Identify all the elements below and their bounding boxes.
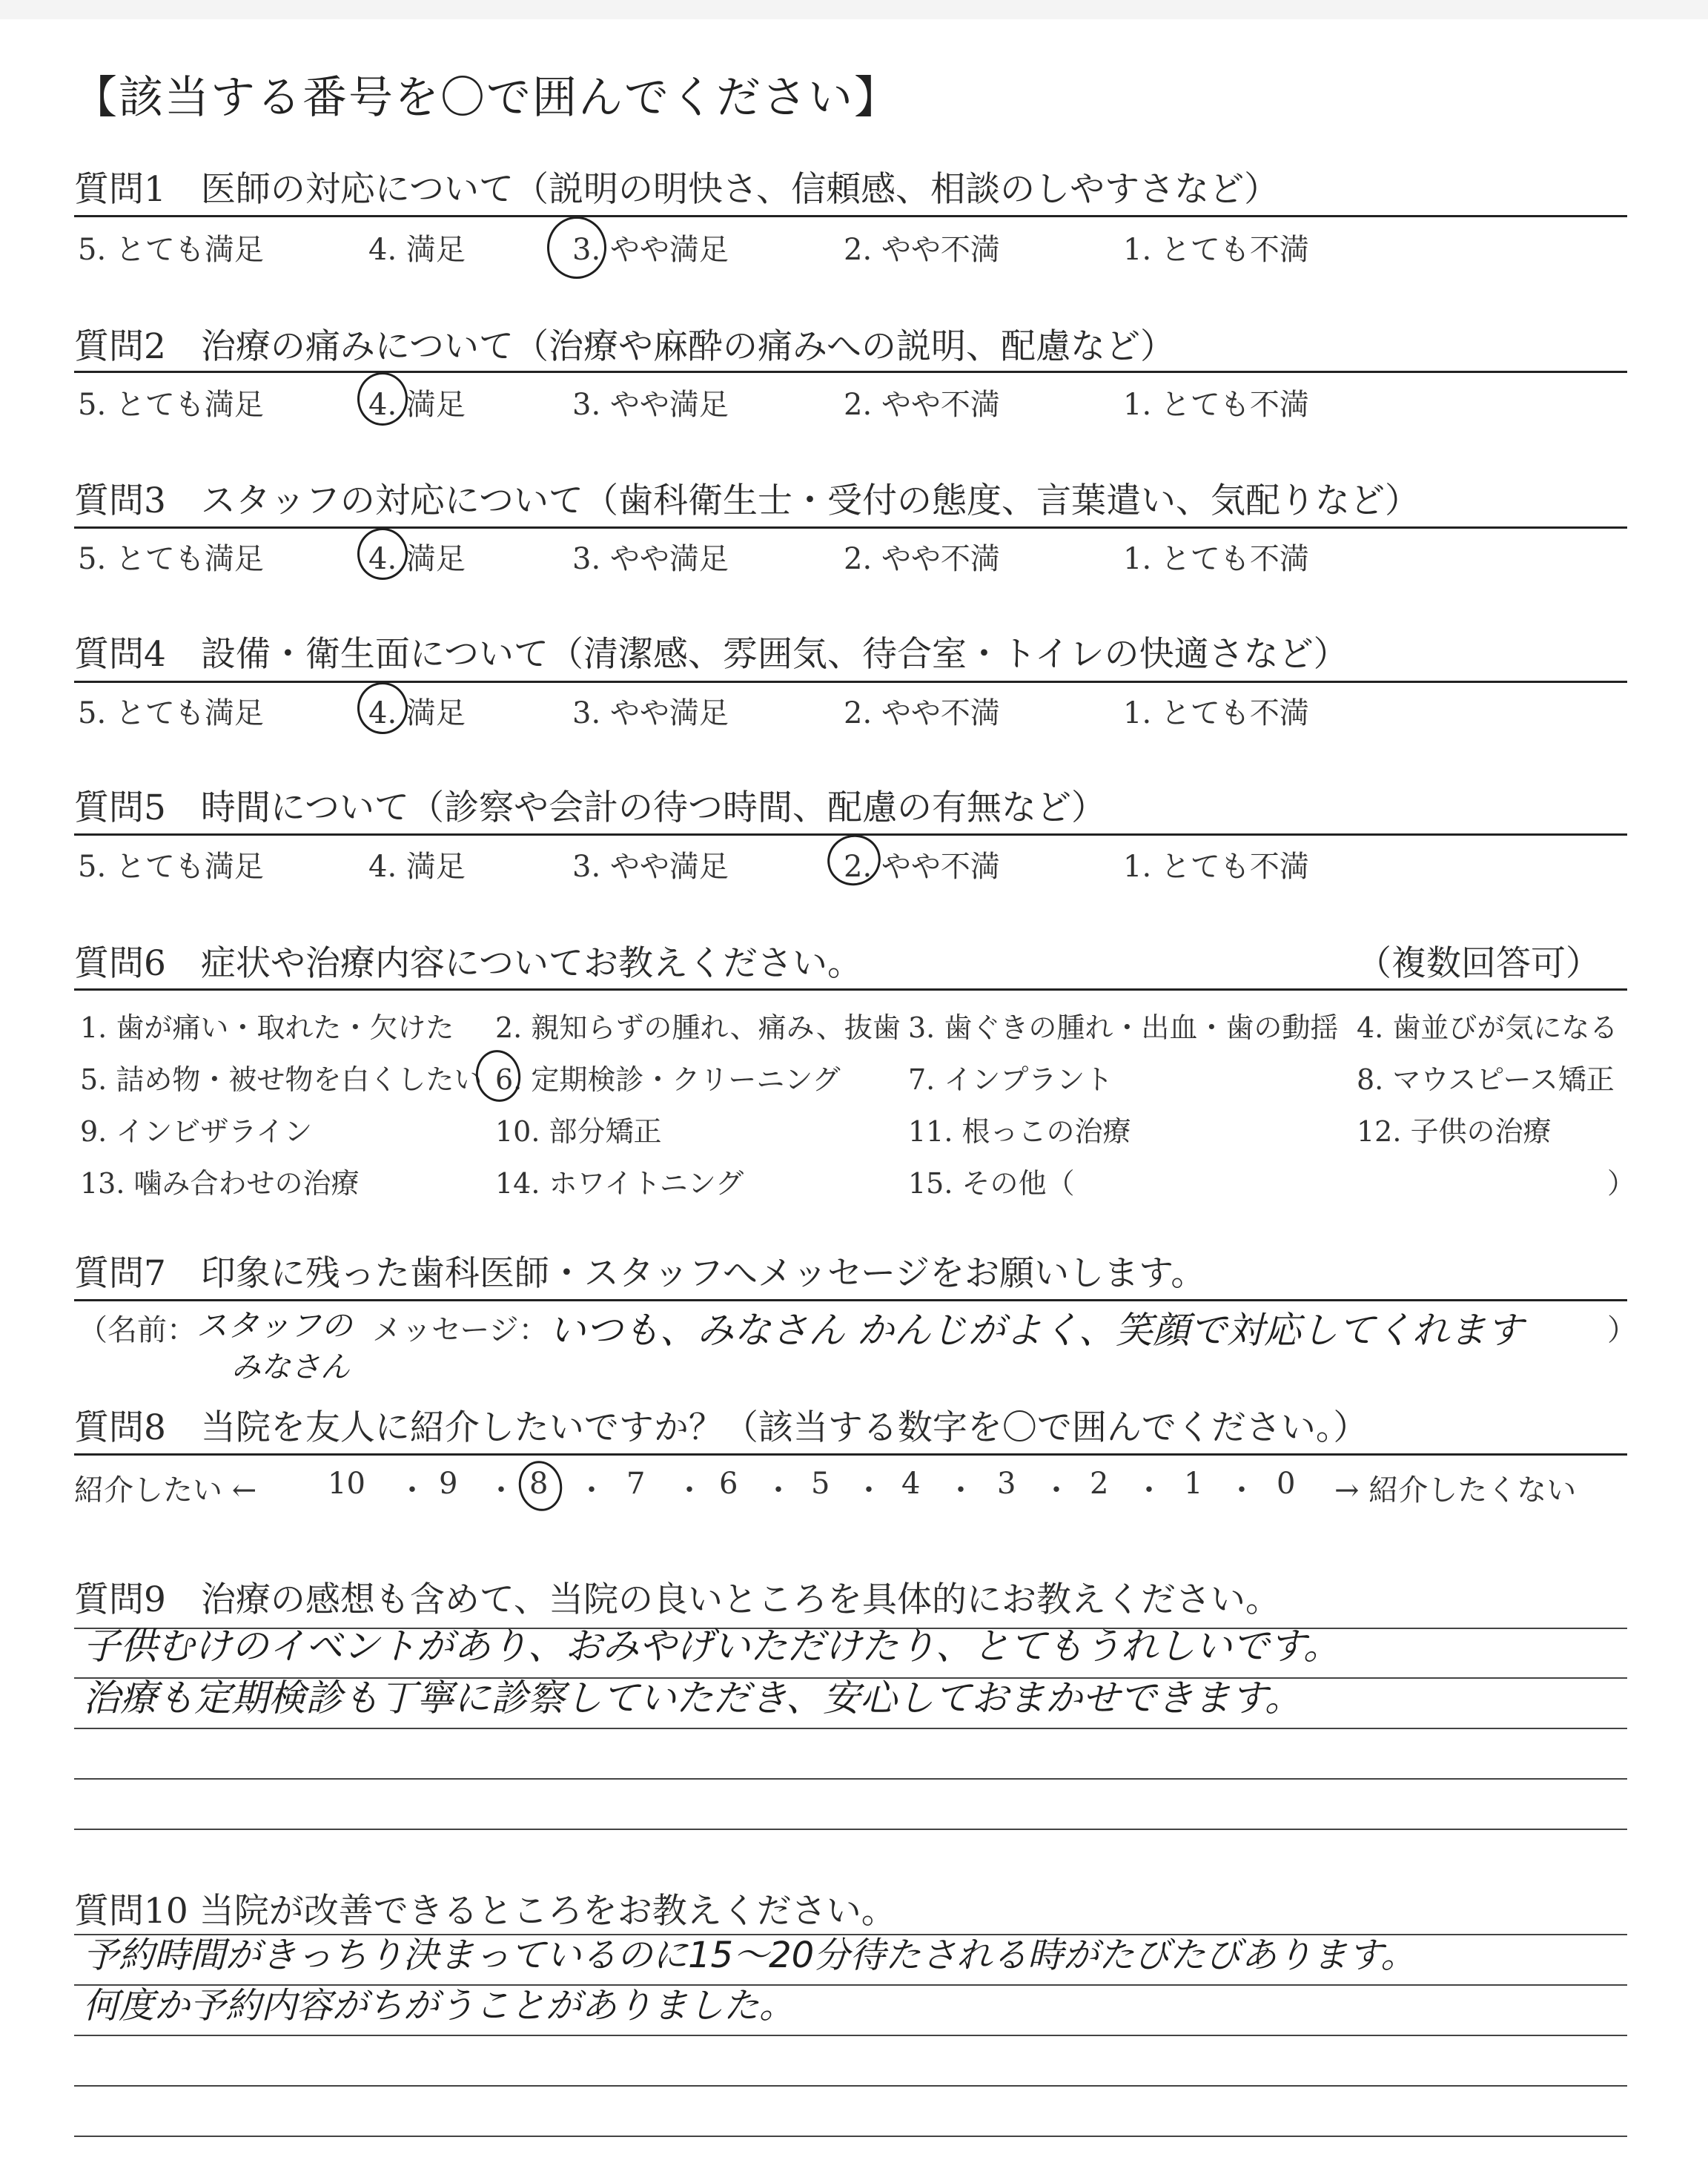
q8-right-label: → 紹介したくない: [1334, 1473, 1577, 1507]
q1-option-5[interactable]: 5. とても満足: [78, 233, 264, 267]
q3-option-1[interactable]: 1. とても不満: [1123, 542, 1309, 576]
page-header: 【該当する番号を〇で囲んでください】: [73, 72, 900, 124]
q1-option-3[interactable]: 3. やや満足: [572, 233, 729, 267]
q8-rule: [74, 1453, 1627, 1456]
q5-option-5[interactable]: 5. とても満足: [78, 850, 264, 884]
q5-option-3[interactable]: 3. やや満足: [572, 850, 729, 884]
q4-title: 質問4 設備・衛生面について（清潔感、雰囲気、待合室・トイレの快適さなど）: [74, 634, 1348, 675]
q6-option-12[interactable]: 12. 子供の治療: [1357, 1115, 1552, 1148]
q5-option-1[interactable]: 1. とても不満: [1123, 850, 1309, 884]
q4-option-3[interactable]: 3. やや満足: [572, 696, 729, 730]
q9-answer-line1: 子供むけのイベントがあり、おみやげいただけたり、とてもうれしいです。: [83, 1625, 1340, 1668]
q6-option-15-close: ）: [1607, 1167, 1636, 1200]
q8-scale-8[interactable]: 8: [529, 1467, 549, 1501]
q5-option-2[interactable]: 2. やや不満: [844, 850, 1000, 884]
q5-title: 質問5 時間について（診察や会計の待つ時間、配慮の有無など）: [74, 787, 1106, 828]
q2-title: 質問2 治療の痛みについて（治療や麻酔の痛みへの説明、配慮など）: [74, 326, 1176, 367]
q6-option-5[interactable]: 5. 詰め物・被せ物を白くしたい: [80, 1063, 483, 1096]
q7-message-value: いつも、みなさん かんじがよく、笑顔で対応してくれます: [549, 1309, 1523, 1352]
q1-title: 質問1 医師の対応について（説明の明快さ、信頼感、相談のしやすさなど）: [74, 169, 1280, 210]
q8-scale-9[interactable]: 9: [439, 1467, 458, 1501]
q4-option-4[interactable]: 4. 満足: [368, 696, 466, 730]
q4-selection-circle: [357, 682, 408, 734]
q8-scale-2[interactable]: 2: [1090, 1467, 1109, 1501]
q8-scale-6[interactable]: 6: [719, 1467, 738, 1501]
q6-option-6[interactable]: 6. 定期検診・クリーニング: [495, 1063, 841, 1096]
q10-answer-line: [74, 2136, 1627, 2137]
q3-rule: [74, 526, 1627, 529]
q9-title: 質問9 治療の感想も含めて、当院の良いところを具体的にお教えください。: [74, 1579, 1280, 1620]
q8-scale-0[interactable]: 0: [1277, 1467, 1296, 1501]
q10-answer-line1: 予約時間がきっちり決まっているのに15〜20分待たされる時がたびたびあります。: [83, 1935, 1417, 1976]
q8-left-label: 紹介したい ←: [74, 1473, 257, 1507]
q6-title: 質問6 症状や治療内容についてお教えください。: [74, 943, 862, 984]
q7-title: 質問7 印象に残った歯科医師・スタッフへメッセージをお願いします。: [74, 1253, 1206, 1294]
q6-option-4[interactable]: 4. 歯並びが気になる: [1357, 1011, 1618, 1044]
q2-option-1[interactable]: 1. とても不満: [1123, 388, 1309, 422]
q8-dot: ・: [1227, 1473, 1257, 1507]
q8-scale-10[interactable]: 10: [328, 1467, 365, 1501]
scan-top-edge: [0, 0, 1708, 19]
q9-answer-line: [74, 1778, 1627, 1780]
q1-selection-circle: [547, 217, 606, 279]
q6-option-10[interactable]: 10. 部分矯正: [495, 1115, 662, 1148]
q1-option-1[interactable]: 1. とても不満: [1123, 233, 1309, 267]
q7-message-label: メッセージ：: [372, 1313, 549, 1347]
q2-option-4[interactable]: 4. 満足: [368, 388, 466, 422]
q6-option-7[interactable]: 7. インプラント: [908, 1063, 1113, 1096]
q6-rule: [74, 988, 1627, 991]
q8-selection-circle: [514, 1457, 567, 1516]
q8-dot: ・: [577, 1473, 606, 1507]
q6-note: （複数回答可）: [1357, 943, 1601, 984]
q8-scale-5[interactable]: 5: [811, 1467, 830, 1501]
q5-option-4[interactable]: 4. 満足: [368, 850, 466, 884]
q4-option-2[interactable]: 2. やや不満: [844, 696, 1000, 730]
q8-dot: ・: [486, 1473, 516, 1507]
q7-close-paren: ）: [1607, 1313, 1637, 1347]
q9-answer-line2: 治療も定期検診も丁寧に診察していただき、安心しておまかせできます。: [83, 1677, 1302, 1720]
q6-option-14[interactable]: 14. ホワイトニング: [495, 1167, 744, 1200]
q10-answer-line2: 何度か予約内容がちがうことがありました。: [83, 1985, 795, 2027]
q8-scale-1[interactable]: 1: [1184, 1467, 1203, 1501]
q1-rule: [74, 215, 1627, 217]
q6-option-11[interactable]: 11. 根っこの治療: [908, 1115, 1131, 1148]
q6-option-2[interactable]: 2. 親知らずの腫れ、痛み、抜歯: [495, 1011, 901, 1044]
q3-option-5[interactable]: 5. とても満足: [78, 542, 264, 576]
q10-title: 質問10 当院が改善できるところをお教えください。: [74, 1891, 896, 1932]
q4-rule: [74, 681, 1627, 683]
q10-answer-line: [74, 2085, 1627, 2087]
q8-dot: ・: [764, 1473, 793, 1507]
q8-dot: ・: [854, 1473, 884, 1507]
q3-option-4[interactable]: 4. 満足: [368, 542, 466, 576]
q1-option-2[interactable]: 2. やや不満: [844, 233, 1000, 267]
q9-answer-line: [74, 1829, 1627, 1830]
q8-scale-4[interactable]: 4: [901, 1467, 921, 1501]
q6-option-9[interactable]: 9. インビザライン: [80, 1115, 313, 1148]
q6-option-13[interactable]: 13. 噛み合わせの治療: [80, 1167, 360, 1200]
q4-option-1[interactable]: 1. とても不満: [1123, 696, 1309, 730]
q2-selection-circle: [357, 372, 408, 426]
q8-scale-7[interactable]: 7: [626, 1467, 646, 1501]
q8-dot: ・: [1042, 1473, 1071, 1507]
q10-answer-line: [74, 2035, 1627, 2036]
q2-rule: [74, 371, 1627, 373]
q7-name-value-line1: スタッフの: [196, 1307, 353, 1344]
q7-name-value-line2: みなさん: [231, 1350, 350, 1384]
q8-dot: ・: [675, 1473, 704, 1507]
q3-option-2[interactable]: 2. やや不満: [844, 542, 1000, 576]
q8-title: 質問8 当院を友人に紹介したいですか？（該当する数字を〇で囲んでください。）: [74, 1407, 1368, 1448]
q3-option-3[interactable]: 3. やや満足: [572, 542, 729, 576]
q3-selection-circle: [357, 528, 408, 580]
q7-name-label: （名前：: [78, 1313, 196, 1347]
q8-dot: ・: [1134, 1473, 1164, 1507]
q8-dot: ・: [946, 1473, 976, 1507]
q6-option-1[interactable]: 1. 歯が痛い・取れた・欠けた: [80, 1011, 454, 1044]
q6-option-15[interactable]: 15. その他（: [908, 1167, 1075, 1200]
q8-scale-3[interactable]: 3: [997, 1467, 1016, 1501]
q6-option-3[interactable]: 3. 歯ぐきの腫れ・出血・歯の動揺: [908, 1011, 1339, 1044]
q9-answer-line: [74, 1728, 1627, 1729]
q2-option-5[interactable]: 5. とても満足: [78, 388, 264, 422]
q1-option-4[interactable]: 4. 満足: [368, 233, 466, 267]
q2-option-2[interactable]: 2. やや不満: [844, 388, 1000, 422]
q8-dot: ・: [397, 1473, 427, 1507]
q2-option-3[interactable]: 3. やや満足: [572, 388, 729, 422]
q4-option-5[interactable]: 5. とても満足: [78, 696, 264, 730]
q3-title: 質問3 スタッフの対応について（歯科衛生士・受付の態度、言葉遣い、気配りなど）: [74, 480, 1420, 521]
q6-option-8[interactable]: 8. マウスピース矯正: [1357, 1063, 1615, 1096]
